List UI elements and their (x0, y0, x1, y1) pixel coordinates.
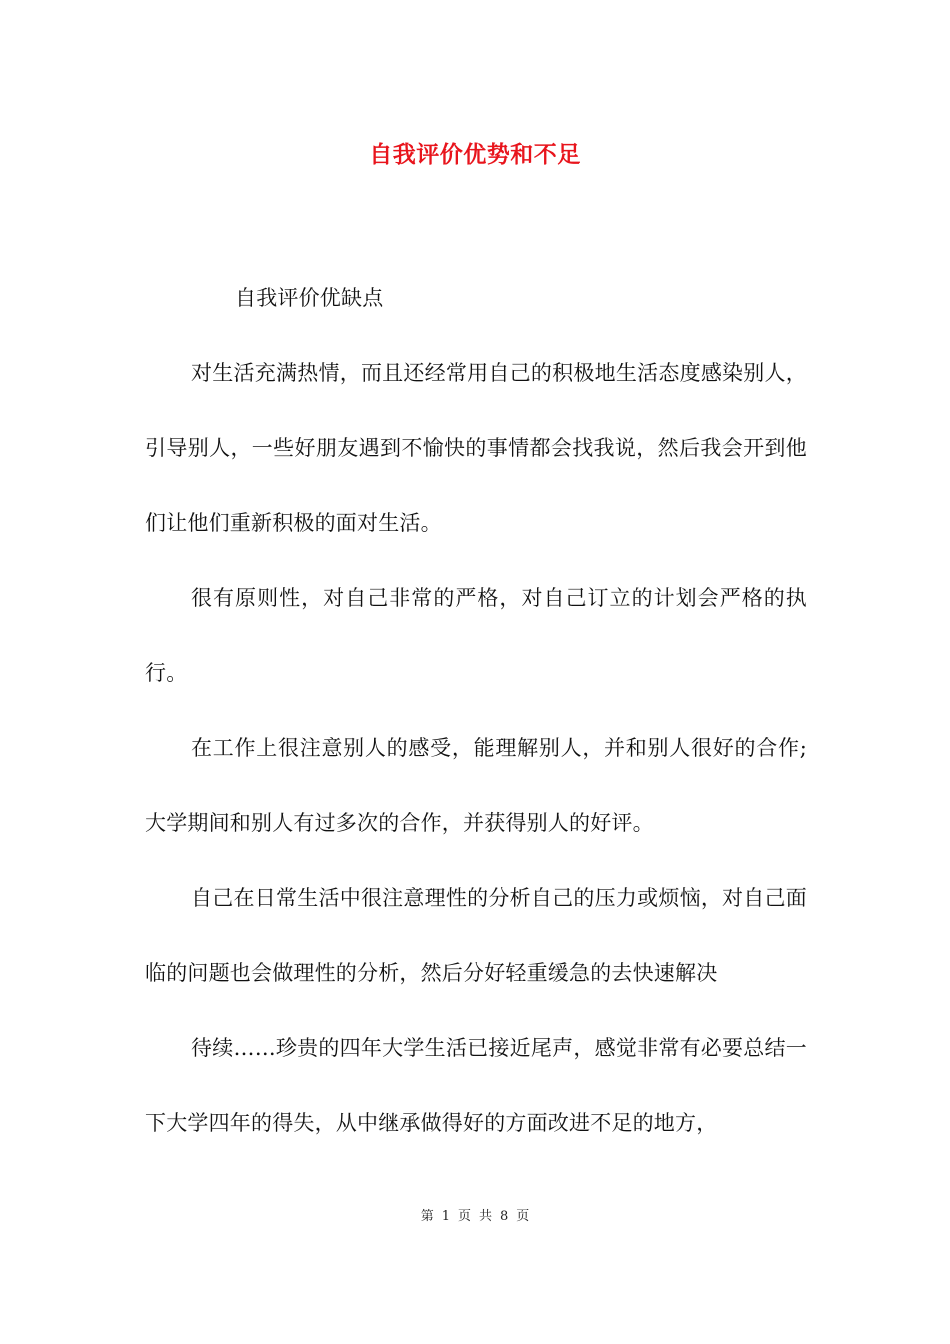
paragraph-1: 对生活充满热情，而且还经常用自己的积极地生活态度感染别人，引导别人，一些好朋友遇到不愉快的事情都会找我说，然后我会开到他们让他们重新积极的面对生活。 (145, 361, 807, 535)
paragraph-4: 自己在日常生活中很注意理性的分析自己的压力或烦恼，对自己面临的问题也会做理性的分析，然后分好轻重缓急的去快速解决 (145, 886, 807, 985)
footer-prefix: 第 (420, 1209, 434, 1224)
paragraph-2: 很有原则性，对自己非常的严格，对自己订立的计划会严格的执行。 (145, 586, 807, 685)
footer-total-label: 共 (479, 1209, 493, 1224)
page-footer (0, 1207, 950, 1227)
footer-total-pages: 8 (500, 1209, 509, 1224)
footer-suffix: 页 (516, 1209, 530, 1224)
paragraph-5: 待续……珍贵的四年大学生活已接近尾声，感觉非常有必要总结一下大学四年的得失，从中继承做得好的方面改进不足的地方， (145, 1036, 807, 1135)
footer-page-label: 页 (457, 1209, 471, 1224)
paragraph-3: 在工作上很注意别人的感受，能理解别人，并和别人很好的合作;大学期间和别人有过多次的合作，并获得别人的好评。 (145, 736, 807, 835)
document-subtitle: 自我评价优缺点 (235, 286, 384, 310)
page-title: 自我评价优势和不足 (369, 141, 581, 168)
document-body (145, 261, 807, 1161)
footer-current-page: 1 (441, 1209, 450, 1224)
